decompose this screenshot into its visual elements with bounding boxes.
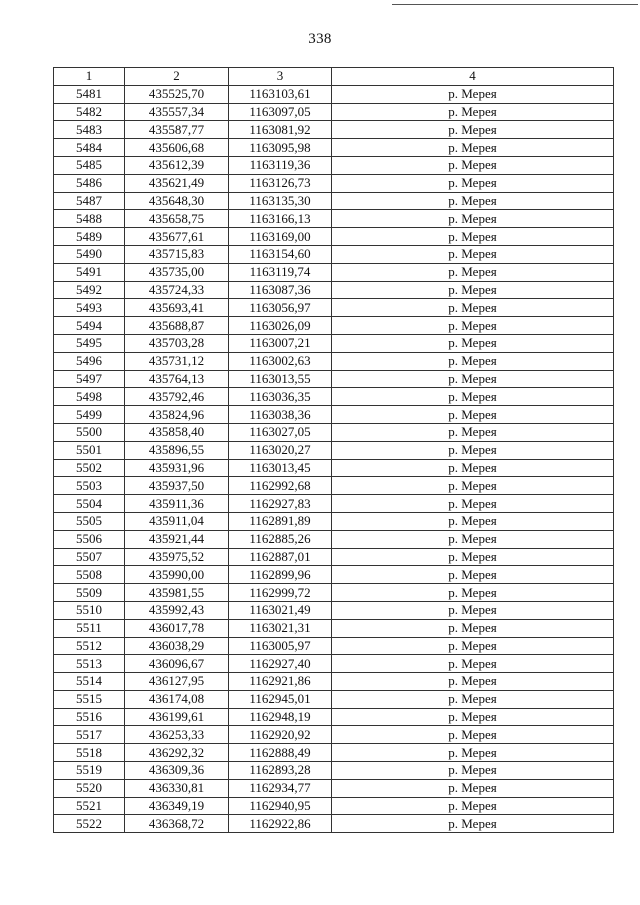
table-row (54, 815, 614, 833)
description-cell: р. Мерея (332, 245, 614, 263)
point-number-cell: 5517 (54, 726, 125, 744)
table-row (54, 477, 614, 495)
point-number-cell: 5491 (54, 263, 125, 281)
description-cell: р. Мерея (332, 317, 614, 335)
point-number-cell: 5521 (54, 797, 125, 815)
point-number-cell: 5504 (54, 495, 125, 513)
table-row (54, 619, 614, 637)
point-number-cell: 5485 (54, 156, 125, 174)
x-coordinate-cell: 436038,29 (125, 637, 229, 655)
x-coordinate-cell: 436330,81 (125, 779, 229, 797)
point-number-cell: 5516 (54, 708, 125, 726)
description-cell: р. Мерея (332, 477, 614, 495)
point-number-cell: 5497 (54, 370, 125, 388)
description-cell: р. Мерея (332, 459, 614, 477)
description-cell: р. Мерея (332, 637, 614, 655)
y-coordinate-cell: 1162891,89 (229, 512, 332, 530)
y-coordinate-cell: 1163013,45 (229, 459, 332, 477)
description-cell: р. Мерея (332, 690, 614, 708)
point-number-cell: 5509 (54, 584, 125, 602)
y-coordinate-cell: 1162940,95 (229, 797, 332, 815)
description-cell: р. Мерея (332, 299, 614, 317)
table-row (54, 423, 614, 441)
table-row (54, 655, 614, 673)
y-coordinate-cell: 1163097,05 (229, 103, 332, 121)
y-coordinate-cell: 1163026,09 (229, 317, 332, 335)
description-cell: р. Мерея (332, 121, 614, 139)
table-row (54, 690, 614, 708)
y-coordinate-cell: 1163007,21 (229, 334, 332, 352)
x-coordinate-cell: 435735,00 (125, 263, 229, 281)
description-cell: р. Мерея (332, 281, 614, 299)
x-coordinate-cell: 435703,28 (125, 334, 229, 352)
description-cell: р. Мерея (332, 584, 614, 602)
table-row (54, 263, 614, 281)
x-coordinate-cell: 435677,61 (125, 228, 229, 246)
description-cell: р. Мерея (332, 174, 614, 192)
y-coordinate-cell: 1162922,86 (229, 815, 332, 833)
x-coordinate-cell: 435606,68 (125, 139, 229, 157)
description-cell: р. Мерея (332, 655, 614, 673)
point-number-cell: 5502 (54, 459, 125, 477)
table-row (54, 388, 614, 406)
point-number-cell: 5515 (54, 690, 125, 708)
point-number-cell: 5481 (54, 85, 125, 103)
description-cell: р. Мерея (332, 601, 614, 619)
description-cell: р. Мерея (332, 388, 614, 406)
x-coordinate-cell: 435648,30 (125, 192, 229, 210)
y-coordinate-cell: 1162992,68 (229, 477, 332, 495)
table-row (54, 797, 614, 815)
y-coordinate-cell: 1163056,97 (229, 299, 332, 317)
point-number-cell: 5492 (54, 281, 125, 299)
description-cell: р. Мерея (332, 228, 614, 246)
description-cell: р. Мерея (332, 797, 614, 815)
table-row (54, 673, 614, 691)
table-row (54, 708, 614, 726)
x-coordinate-cell: 435688,87 (125, 317, 229, 335)
x-coordinate-cell: 435931,96 (125, 459, 229, 477)
description-cell: р. Мерея (332, 815, 614, 833)
point-number-cell: 5483 (54, 121, 125, 139)
x-coordinate-cell: 435621,49 (125, 174, 229, 192)
y-coordinate-cell: 1162893,28 (229, 762, 332, 780)
y-coordinate-cell: 1162945,01 (229, 690, 332, 708)
y-coordinate-cell: 1163005,97 (229, 637, 332, 655)
y-coordinate-cell: 1163013,55 (229, 370, 332, 388)
y-coordinate-cell: 1162921,86 (229, 673, 332, 691)
table-row (54, 317, 614, 335)
x-coordinate-cell: 435824,96 (125, 406, 229, 424)
point-number-cell: 5520 (54, 779, 125, 797)
x-coordinate-cell: 435990,00 (125, 566, 229, 584)
x-coordinate-cell: 435764,13 (125, 370, 229, 388)
description-cell: р. Мерея (332, 192, 614, 210)
point-number-cell: 5507 (54, 548, 125, 566)
y-coordinate-cell: 1162927,83 (229, 495, 332, 513)
point-number-cell: 5482 (54, 103, 125, 121)
description-cell: р. Мерея (332, 548, 614, 566)
point-number-cell: 5513 (54, 655, 125, 673)
x-coordinate-cell: 435992,43 (125, 601, 229, 619)
table-row (54, 210, 614, 228)
point-number-cell: 5522 (54, 815, 125, 833)
y-coordinate-cell: 1163095,98 (229, 139, 332, 157)
point-number-cell: 5487 (54, 192, 125, 210)
point-number-cell: 5484 (54, 139, 125, 157)
x-coordinate-cell: 435975,52 (125, 548, 229, 566)
x-coordinate-cell: 436017,78 (125, 619, 229, 637)
x-coordinate-cell: 436292,32 (125, 744, 229, 762)
x-coordinate-cell: 435658,75 (125, 210, 229, 228)
y-coordinate-cell: 1163103,61 (229, 85, 332, 103)
point-number-cell: 5518 (54, 744, 125, 762)
point-number-cell: 5514 (54, 673, 125, 691)
y-coordinate-cell: 1162948,19 (229, 708, 332, 726)
table-row (54, 495, 614, 513)
x-coordinate-cell: 435724,33 (125, 281, 229, 299)
x-coordinate-cell: 436096,67 (125, 655, 229, 673)
table-row (54, 192, 614, 210)
description-cell: р. Мерея (332, 370, 614, 388)
y-coordinate-cell: 1163169,00 (229, 228, 332, 246)
point-number-cell: 5496 (54, 352, 125, 370)
description-cell: р. Мерея (332, 673, 614, 691)
description-cell: р. Мерея (332, 352, 614, 370)
table-row (54, 85, 614, 103)
y-coordinate-cell: 1163081,92 (229, 121, 332, 139)
y-coordinate-cell: 1163036,35 (229, 388, 332, 406)
point-number-cell: 5500 (54, 423, 125, 441)
table-row (54, 245, 614, 263)
description-cell: р. Мерея (332, 708, 614, 726)
point-number-cell: 5510 (54, 601, 125, 619)
description-cell: р. Мерея (332, 744, 614, 762)
x-coordinate-cell: 435896,55 (125, 441, 229, 459)
description-cell: р. Мерея (332, 210, 614, 228)
description-cell: р. Мерея (332, 423, 614, 441)
table-row (54, 512, 614, 530)
y-coordinate-cell: 1163021,49 (229, 601, 332, 619)
y-coordinate-cell: 1163002,63 (229, 352, 332, 370)
table-row (54, 726, 614, 744)
point-number-cell: 5495 (54, 334, 125, 352)
y-coordinate-cell: 1163119,36 (229, 156, 332, 174)
y-coordinate-cell: 1163027,05 (229, 423, 332, 441)
y-coordinate-cell: 1162888,49 (229, 744, 332, 762)
description-cell: р. Мерея (332, 406, 614, 424)
description-cell: р. Мерея (332, 334, 614, 352)
x-coordinate-cell: 435911,04 (125, 512, 229, 530)
table-row (54, 459, 614, 477)
y-coordinate-cell: 1162920,92 (229, 726, 332, 744)
page-number: 338 (308, 31, 332, 47)
y-coordinate-cell: 1162885,26 (229, 530, 332, 548)
description-cell: р. Мерея (332, 566, 614, 584)
table-row (54, 601, 614, 619)
point-number-cell: 5512 (54, 637, 125, 655)
table-row (54, 281, 614, 299)
description-cell: р. Мерея (332, 495, 614, 513)
point-number-cell: 5494 (54, 317, 125, 335)
table-row (54, 103, 614, 121)
header-col-1: 1 (54, 68, 125, 86)
x-coordinate-cell: 435587,77 (125, 121, 229, 139)
table-row (54, 352, 614, 370)
point-number-cell: 5486 (54, 174, 125, 192)
description-cell: р. Мерея (332, 441, 614, 459)
point-number-cell: 5498 (54, 388, 125, 406)
x-coordinate-cell: 435911,36 (125, 495, 229, 513)
x-coordinate-cell: 435981,55 (125, 584, 229, 602)
table-row (54, 637, 614, 655)
x-coordinate-cell: 435557,34 (125, 103, 229, 121)
y-coordinate-cell: 1162899,96 (229, 566, 332, 584)
description-cell: р. Мерея (332, 762, 614, 780)
table-row (54, 174, 614, 192)
point-number-cell: 5511 (54, 619, 125, 637)
x-coordinate-cell: 436199,61 (125, 708, 229, 726)
point-number-cell: 5519 (54, 762, 125, 780)
y-coordinate-cell: 1163119,74 (229, 263, 332, 281)
description-cell: р. Мерея (332, 512, 614, 530)
description-cell: р. Мерея (332, 85, 614, 103)
description-cell: р. Мерея (332, 619, 614, 637)
table-row (54, 156, 614, 174)
header-col-4: 4 (332, 68, 614, 86)
x-coordinate-cell: 435858,40 (125, 423, 229, 441)
header-col-2: 2 (125, 68, 229, 86)
y-coordinate-cell: 1162934,77 (229, 779, 332, 797)
point-number-cell: 5501 (54, 441, 125, 459)
x-coordinate-cell: 435792,46 (125, 388, 229, 406)
table-row (54, 566, 614, 584)
table-row (54, 762, 614, 780)
table-row (54, 779, 614, 797)
table-row (54, 548, 614, 566)
coordinates-table (53, 67, 614, 833)
point-number-cell: 5490 (54, 245, 125, 263)
description-cell: р. Мерея (332, 779, 614, 797)
x-coordinate-cell: 436349,19 (125, 797, 229, 815)
table-row (54, 530, 614, 548)
y-coordinate-cell: 1162999,72 (229, 584, 332, 602)
y-coordinate-cell: 1163135,30 (229, 192, 332, 210)
table-row (54, 744, 614, 762)
y-coordinate-cell: 1163126,73 (229, 174, 332, 192)
y-coordinate-cell: 1162887,01 (229, 548, 332, 566)
point-number-cell: 5499 (54, 406, 125, 424)
x-coordinate-cell: 435525,70 (125, 85, 229, 103)
point-number-cell: 5489 (54, 228, 125, 246)
table-row (54, 334, 614, 352)
table-row (54, 228, 614, 246)
point-number-cell: 5508 (54, 566, 125, 584)
description-cell: р. Мерея (332, 263, 614, 281)
x-coordinate-cell: 436253,33 (125, 726, 229, 744)
point-number-cell: 5503 (54, 477, 125, 495)
description-cell: р. Мерея (332, 103, 614, 121)
x-coordinate-cell: 435693,41 (125, 299, 229, 317)
description-cell: р. Мерея (332, 530, 614, 548)
table-row (54, 121, 614, 139)
point-number-cell: 5505 (54, 512, 125, 530)
point-number-cell: 5506 (54, 530, 125, 548)
header-row (54, 68, 614, 86)
x-coordinate-cell: 435731,12 (125, 352, 229, 370)
table-row (54, 139, 614, 157)
description-cell: р. Мерея (332, 139, 614, 157)
x-coordinate-cell: 436127,95 (125, 673, 229, 691)
x-coordinate-cell: 435921,44 (125, 530, 229, 548)
point-number-cell: 5493 (54, 299, 125, 317)
table-row (54, 584, 614, 602)
x-coordinate-cell: 436174,08 (125, 690, 229, 708)
y-coordinate-cell: 1163166,13 (229, 210, 332, 228)
y-coordinate-cell: 1162927,40 (229, 655, 332, 673)
y-coordinate-cell: 1163021,31 (229, 619, 332, 637)
scan-edge-line (392, 4, 638, 5)
description-cell: р. Мерея (332, 156, 614, 174)
y-coordinate-cell: 1163038,36 (229, 406, 332, 424)
y-coordinate-cell: 1163154,60 (229, 245, 332, 263)
x-coordinate-cell: 435612,39 (125, 156, 229, 174)
description-cell: р. Мерея (332, 726, 614, 744)
point-number-cell: 5488 (54, 210, 125, 228)
x-coordinate-cell: 436368,72 (125, 815, 229, 833)
y-coordinate-cell: 1163087,36 (229, 281, 332, 299)
table-row (54, 370, 614, 388)
table-row (54, 299, 614, 317)
table-row (54, 441, 614, 459)
x-coordinate-cell: 435937,50 (125, 477, 229, 495)
y-coordinate-cell: 1163020,27 (229, 441, 332, 459)
table-row (54, 406, 614, 424)
header-col-3: 3 (229, 68, 332, 86)
x-coordinate-cell: 435715,83 (125, 245, 229, 263)
x-coordinate-cell: 436309,36 (125, 762, 229, 780)
